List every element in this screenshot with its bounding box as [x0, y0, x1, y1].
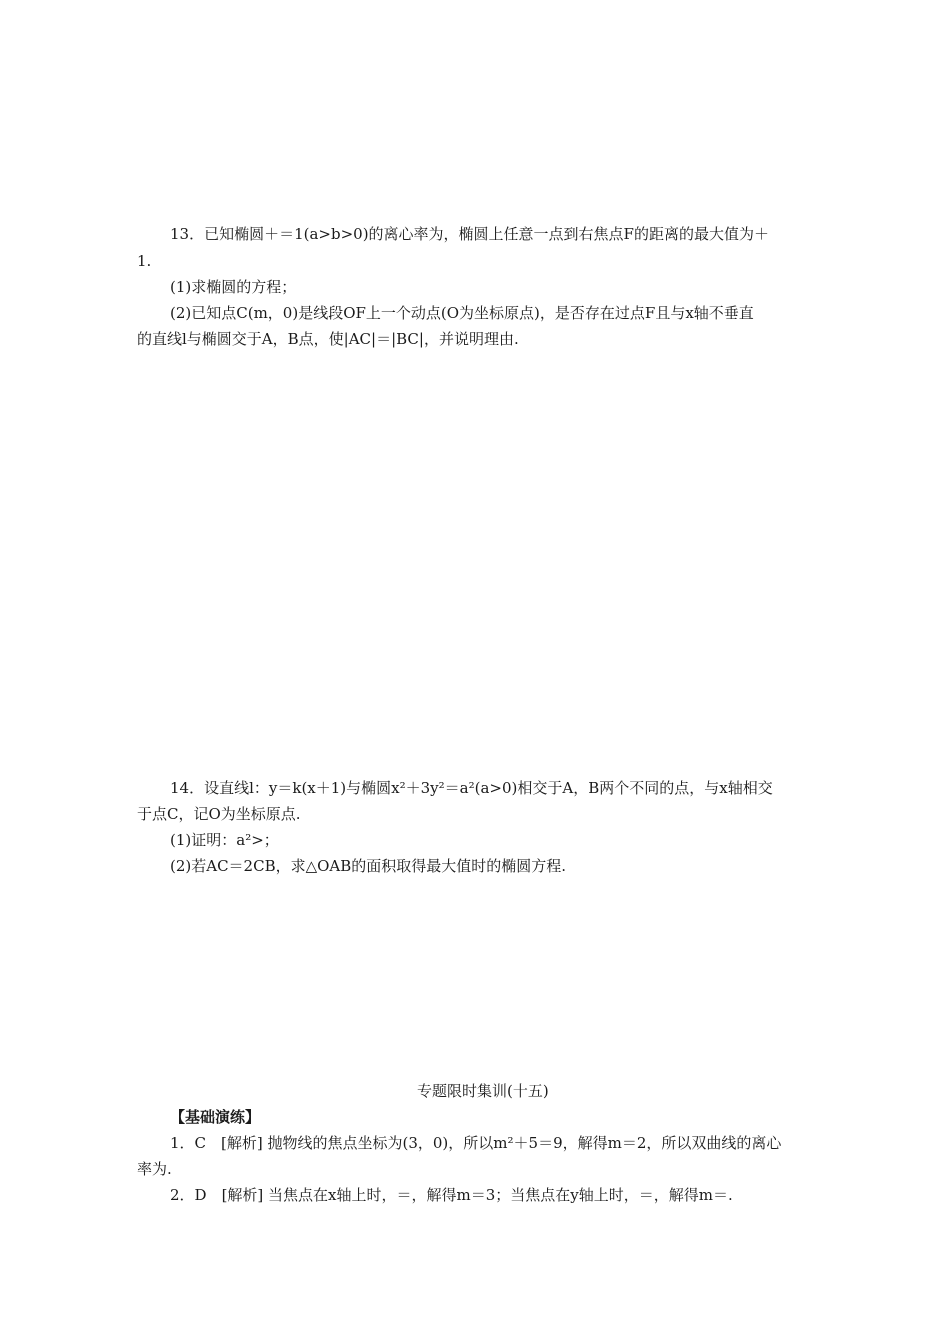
answer2-line1: 2．D [解析] 当焦点在x轴上时，＝，解得m＝3；当焦点在y轴上时，＝，解得m＝. — [170, 1186, 733, 1204]
problem13-line1: 13．已知椭圆＋＝1(a>b>0)的离心率为，椭圆上任意一点到右焦点F的距离的最大值为＋ — [170, 225, 769, 243]
problem14-line2: 于点C，记O为坐标原点. — [137, 805, 301, 823]
problem14-line1: 14．设直线l：y＝k(x＋1)与椭圆x²＋3y²＝a²(a>0)相交于A，B两个不同的点，与x轴相交 — [170, 779, 773, 797]
section-title: 专题限时集训(十五) — [417, 1082, 549, 1100]
problem13-line2: 1. — [137, 252, 152, 270]
problem13-part2-line2: 的直线l与椭圆交于A，B点，使|AC|＝|BC|，并说明理由. — [137, 330, 519, 348]
problem14-part2: (2)若AC＝2CB，求△OAB的面积取得最大值时的椭圆方程. — [170, 857, 567, 875]
subsection-heading: 【基础演练】 — [170, 1108, 261, 1126]
answer1-line2: 率为. — [137, 1160, 172, 1178]
problem13-part2-line1: (2)已知点C(m，0)是线段OF上一个动点(O为坐标原点)，是否存在过点F且与x轴不垂直 — [170, 304, 754, 322]
answer1-line1: 1．C [解析] 抛物线的焦点坐标为(3，0)，所以m²＋5＝9，解得m＝2，所以双曲线的离心 — [170, 1134, 782, 1152]
problem13-part1: (1)求椭圆的方程； — [170, 278, 297, 296]
problem14-part1: (1)证明：a²>； — [170, 831, 279, 849]
